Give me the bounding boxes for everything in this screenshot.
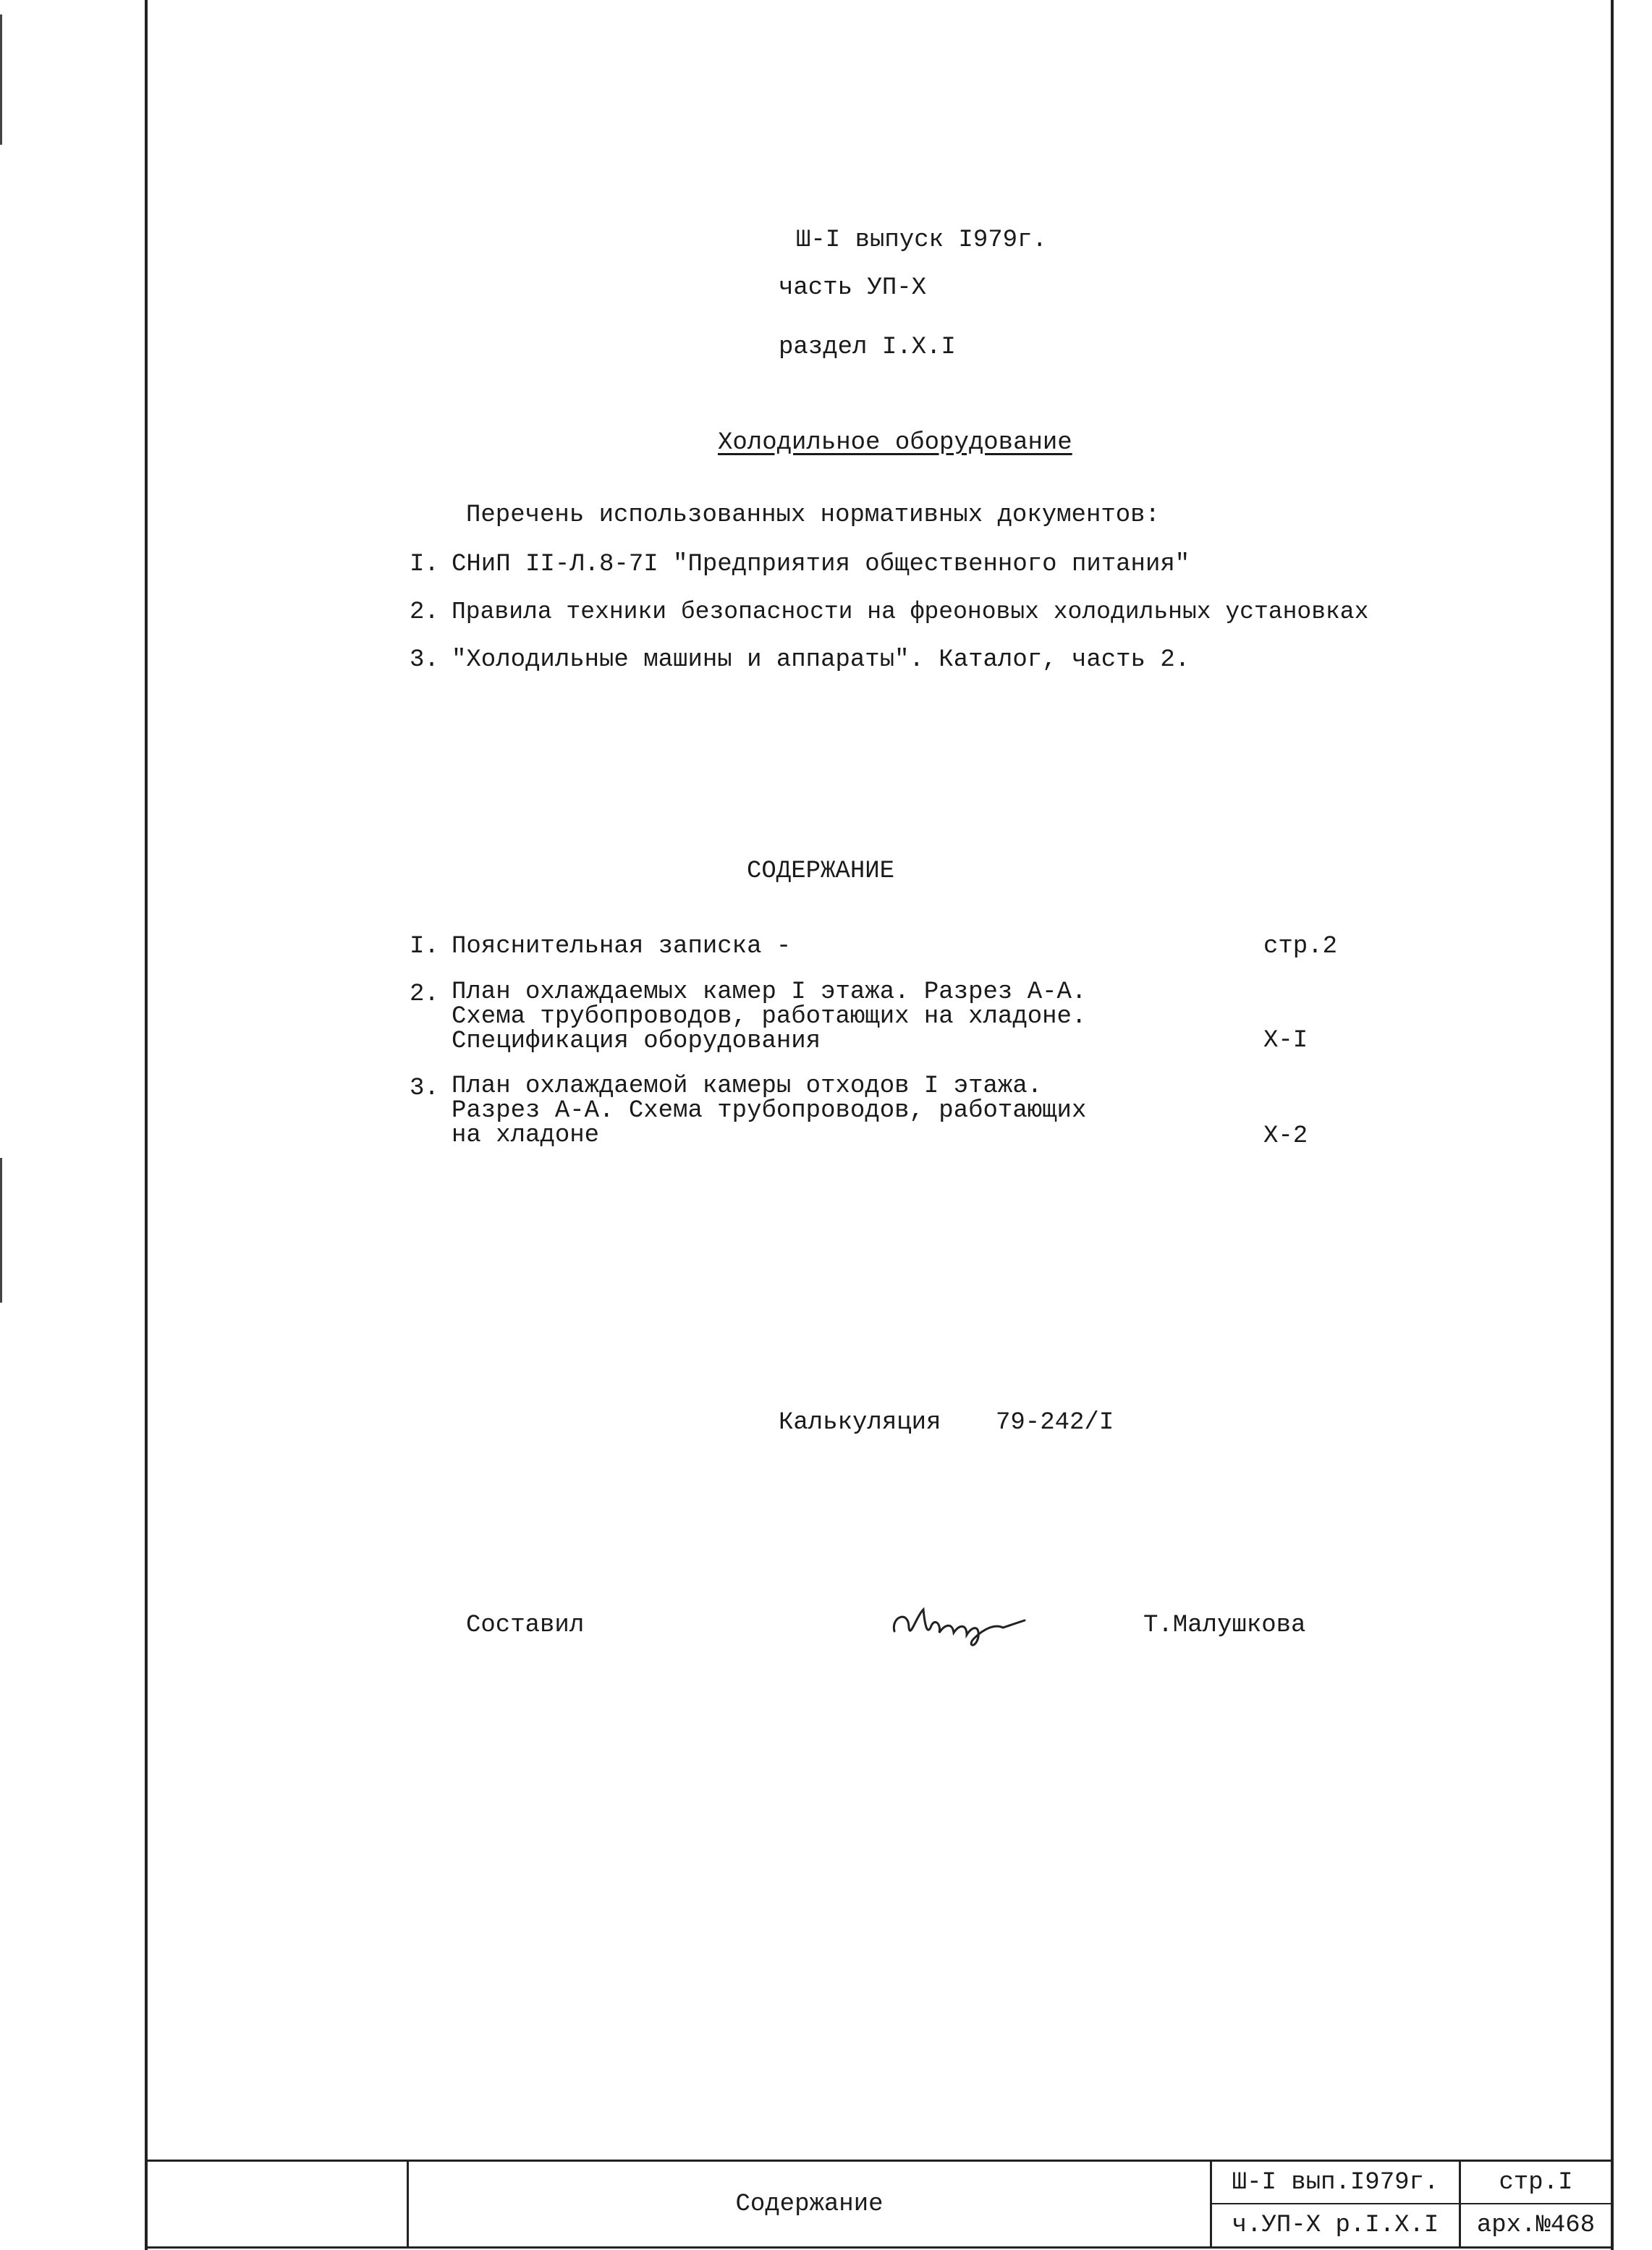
contents-item-line: План охлаждаемых камер I этажа. Разрез А-А. (452, 978, 1087, 1006)
title-block-document-name: Содержание (735, 2190, 884, 2218)
title-block-bottom-border (145, 2246, 1614, 2249)
title-block-sheet: стр.I (1499, 2168, 1573, 2196)
reference-number: 3. (410, 646, 439, 674)
reference-text: "Холодильные машины и аппараты". Каталог, часть 2. (452, 646, 1190, 674)
contents-item-line: на хладоне (452, 1122, 600, 1149)
series-label: Ш-I выпуск I979г. (796, 227, 1047, 254)
contents-item-number: 2. (410, 981, 439, 1008)
contents-item-line: План охлаждаемой камеры отходов I этажа. (452, 1073, 1043, 1100)
contents-item-number: 3. (410, 1075, 439, 1102)
reference-number: 2. (410, 599, 439, 626)
contents-item-page: Х-2 (1263, 1122, 1308, 1150)
contents-heading: СОДЕРЖАНИЕ (747, 858, 895, 885)
calculation-number: 79-242/I (996, 1409, 1114, 1437)
contents-item-line: Схема трубопроводов, работающих на хладоне. (452, 1003, 1087, 1031)
title-block-release: Ш-I вып.I979г. (1232, 2168, 1439, 2196)
binding-edge-mark (0, 1158, 2, 1303)
contents-item-page: Х-I (1263, 1027, 1308, 1054)
document-title: Холодильное оборудование (718, 429, 1072, 457)
reference-text: Правила техники безопасности на фреоновых холодильных установках (452, 599, 1369, 625)
references-heading: Перечень использованных нормативных документов: (466, 502, 1160, 529)
contents-item-page: стр.2 (1263, 933, 1338, 960)
section-label: раздел I.Х.I (779, 334, 956, 361)
calculation-label: Калькуляция (779, 1409, 941, 1437)
contents-item-line: Спецификация оборудования (452, 1028, 821, 1055)
reference-number: I. (410, 551, 439, 578)
part-label: часть УП-Х (779, 274, 927, 302)
binding-edge-mark (0, 14, 2, 145)
title-block-part-section: ч.УП-Х р.I.Х.I (1232, 2212, 1439, 2239)
author-name: Т.Малушкова (1143, 1612, 1306, 1639)
handwritten-signature (887, 1595, 1061, 1653)
reference-text: СНиП II-Л.8-7I "Предприятия общественного питания" (452, 551, 1190, 578)
title-block-archive-number: арх.№468 (1476, 2212, 1596, 2239)
contents-item-line: Пояснительная записка - (452, 933, 792, 960)
contents-item-number: I. (410, 933, 439, 960)
contents-item-line: Разрез А-А. Схема трубопроводов, работающих (452, 1097, 1087, 1125)
frame-left-border (145, 0, 148, 2250)
frame-right-border (1611, 0, 1614, 2250)
compiled-by-label: Составил (466, 1612, 585, 1639)
